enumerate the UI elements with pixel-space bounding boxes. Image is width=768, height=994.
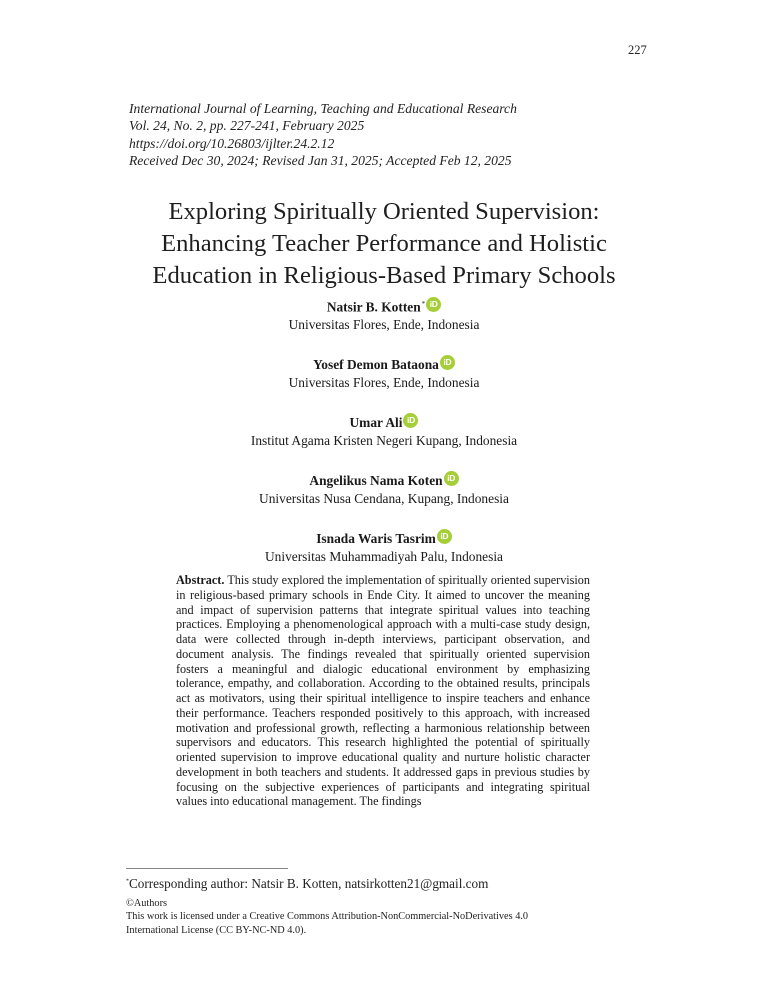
license-text: International License (CC BY-NC-ND 4.0).	[126, 924, 307, 936]
author-list	[0, 296, 768, 587]
author-name: Umar Ali	[349, 415, 403, 431]
author-affiliation: Universitas Flores, Ende, Indonesia	[288, 375, 480, 391]
journal-info	[129, 100, 517, 169]
license-note	[126, 897, 528, 937]
journal-dates: Received Dec 30, 2024; Revised Jan 31, 2025; Accepted Feb 12, 2025	[129, 152, 512, 168]
orcid-icon[interactable]: iD	[444, 471, 459, 486]
corresponding-author-text: Corresponding author: Natsir B. Kotten, natsirkotten21@gmail.com	[129, 876, 489, 891]
author-entry	[0, 413, 768, 449]
author-affiliation: Institut Agama Kristen Negeri Kupang, Indonesia	[250, 433, 518, 449]
author-name: Isnada Waris Tasrim	[316, 531, 436, 547]
abstract	[176, 573, 590, 809]
author-affiliation: Universitas Nusa Cendana, Kupang, Indonesia	[259, 491, 509, 507]
author-name	[327, 296, 425, 315]
corresponding-author-note	[126, 876, 488, 892]
author-entry	[0, 296, 768, 333]
journal-volume: Vol. 24, No. 2, pp. 227-241, February 2025	[129, 118, 365, 134]
orcid-icon[interactable]: iD	[440, 355, 455, 370]
orcid-icon[interactable]: iD	[426, 297, 441, 312]
title-line: Enhancing Teacher Performance and Holistic	[161, 230, 607, 257]
abstract-text: This study explored the implementation of spiritually oriented supervision in religious-based primary schools in Ende City. It aimed to uncover the meaning and impact of supervision patterns that integrate spiritual values into teaching practices. Employing a phenomenological approach with a multi-case study design, data were collected through in-depth interviews, participant observation, and document analysis. The findings revealed that spiritually oriented supervision fosters a meaningful and dialogic educational environment by emphasizing tolerance, empathy, and collaboration. According to the obtained results, principals act as motivators, using their spiritual intelligence to inspire teachers and enhance their performance. Teachers responded positively to this approach, with increased motivation and professional growth, reflecting a harmonious relationship between supervisors and educators. This research highlighted the potential of spiritually oriented supervision to improve educational quality and nurture holistic character development in both teachers and students. It addressed gaps in previous studies by focusing on the subjective experiences of participants and integrating spiritual values into educational management. The findings	[176, 573, 590, 809]
author-entry	[0, 471, 768, 507]
copyright-text: ©Authors	[126, 898, 168, 909]
author-name: Angelikus Nama Koten	[309, 473, 443, 489]
title-line: Education in Religious-Based Primary Schools	[152, 262, 616, 289]
orcid-icon[interactable]: iD	[437, 529, 452, 544]
author-affiliation: Universitas Muhammadiyah Palu, Indonesia	[264, 549, 503, 565]
author-entry	[0, 529, 768, 565]
author-entry	[0, 355, 768, 391]
journal-doi-link[interactable]: https://doi.org/10.26803/ijlter.24.2.12	[129, 135, 335, 151]
author-affiliation: Universitas Flores, Ende, Indonesia	[288, 317, 480, 333]
author-name: Yosef Demon Bataona	[313, 357, 439, 373]
paper-title	[100, 196, 668, 292]
corresponding-marker: *	[421, 300, 426, 308]
title-line: Exploring Spiritually Oriented Supervision:	[168, 198, 600, 225]
footnote-marker: *	[126, 878, 129, 885]
orcid-icon[interactable]: iD	[403, 413, 418, 428]
license-text: This work is licensed under a Creative Commons Attribution-NonCommercial-NoDerivatives 4.0	[126, 911, 529, 923]
footnote-divider	[126, 868, 288, 869]
journal-name: International Journal of Learning, Teaching and Educational Research	[129, 101, 517, 116]
author-name-text: Natsir B. Kotten	[326, 299, 421, 315]
page-number: 227	[628, 43, 647, 57]
abstract-label: Abstract.	[176, 573, 225, 587]
